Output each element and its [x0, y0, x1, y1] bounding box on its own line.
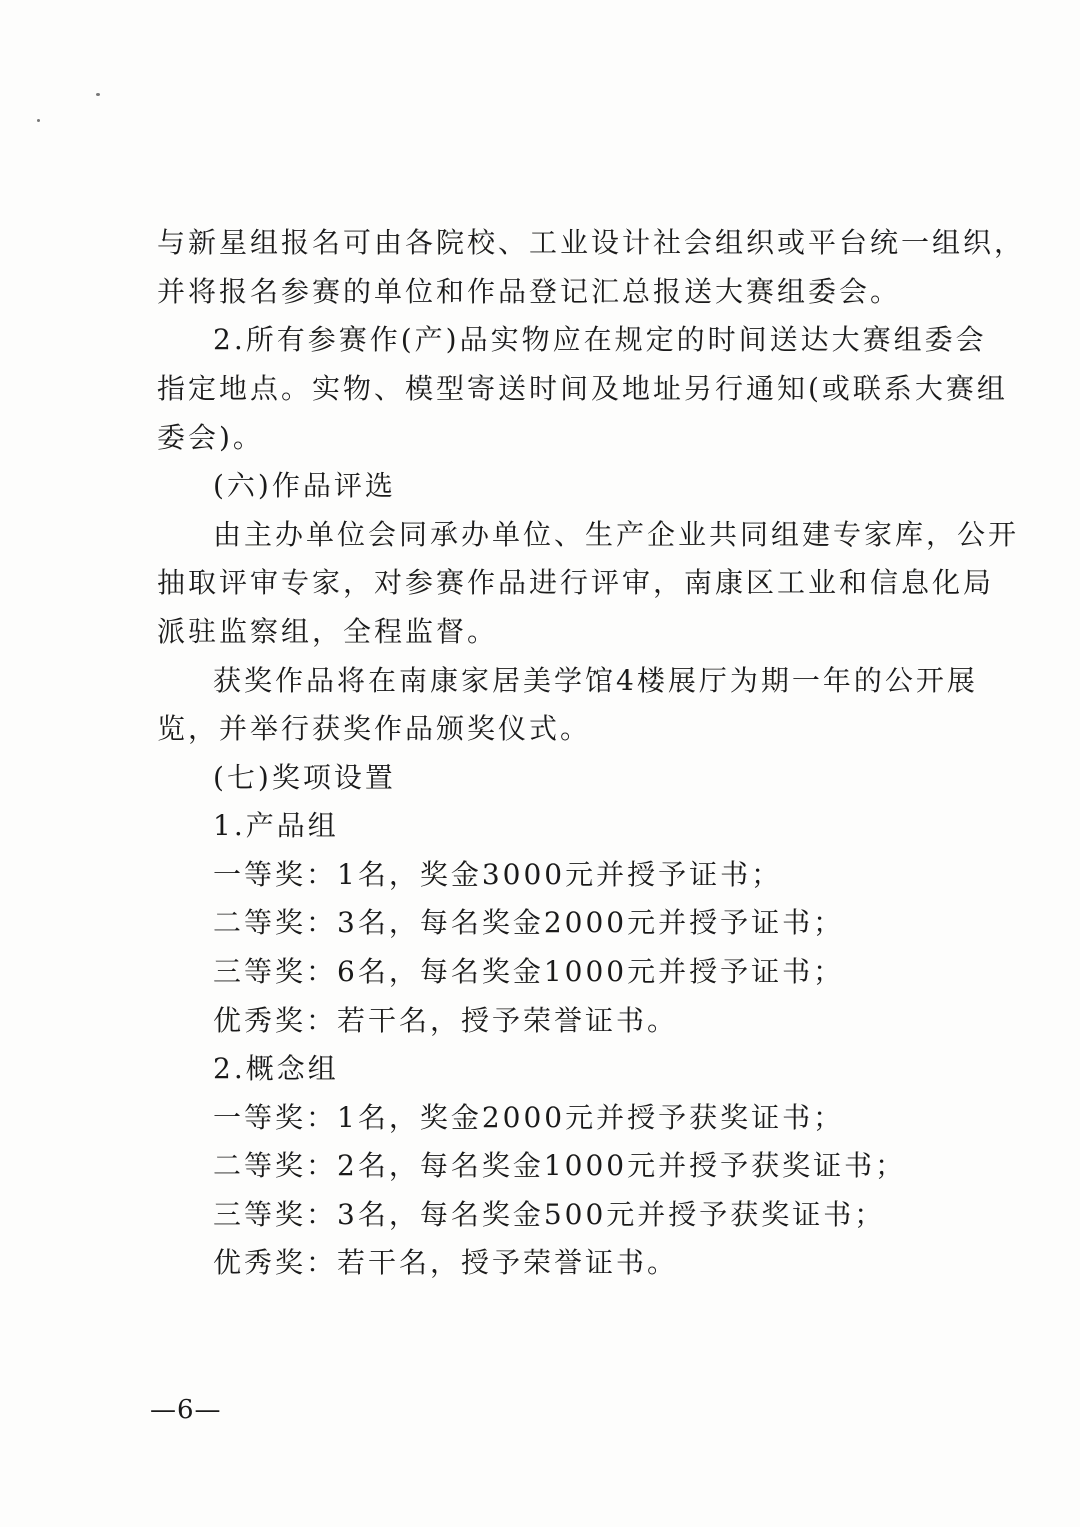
text-line: 2.所有参赛作(产)品实物应在规定的时间送达大赛组委会 [213, 323, 987, 356]
page-number: —6— [150, 1395, 222, 1425]
text-line: 览，并举行获奖作品颁奖仪式。 [157, 712, 592, 745]
text-line: 抽取评审专家，对参赛作品进行评审，南康区工业和信息化局 [157, 566, 995, 599]
scan-speck [96, 93, 100, 96]
award-line: 优秀奖：若干名，授予荣誉证书。 [213, 1246, 679, 1279]
award-line: 二等奖：2名，每名奖金1000元并授予获奖证书； [213, 1149, 907, 1182]
text-line: 并将报名参赛的单位和作品登记汇总报送大赛组委会。 [157, 275, 902, 308]
subsection-heading: 1.产品组 [213, 809, 339, 842]
award-line: 三等奖：3名，每名奖金500元并授予获奖证书； [213, 1198, 886, 1231]
award-line: 一等奖：1名，奖金3000元并授予证书； [213, 858, 783, 891]
text-line: 指定地点。实物、模型寄送时间及地址另行通知(或联系大赛组 [157, 372, 1008, 405]
award-line: 二等奖：3名，每名奖金2000元并授予证书； [213, 906, 845, 939]
subsection-heading: 2.概念组 [213, 1052, 339, 1085]
text-line: 由主办单位会同承办单位、生产企业共同组建专家库，公开 [213, 518, 1020, 551]
award-line: 一等奖：1名，奖金2000元并授予获奖证书； [213, 1101, 845, 1134]
award-line: 三等奖：6名，每名奖金1000元并授予证书； [213, 955, 845, 988]
text-line: 获奖作品将在南康家居美学馆4楼展厅为期一年的公开展 [213, 664, 978, 697]
section-heading: (七)奖项设置 [213, 761, 396, 794]
scan-speck [37, 119, 40, 122]
text-line: 委会)。 [157, 421, 264, 454]
text-line: 与新星组报名可由各院校、工业设计社会组织或平台统一组织， [157, 226, 1026, 259]
award-line: 优秀奖：若干名，授予荣誉证书。 [213, 1004, 679, 1037]
section-heading: (六)作品评选 [213, 469, 396, 502]
text-line: 派驻监察组，全程监督。 [157, 615, 499, 648]
